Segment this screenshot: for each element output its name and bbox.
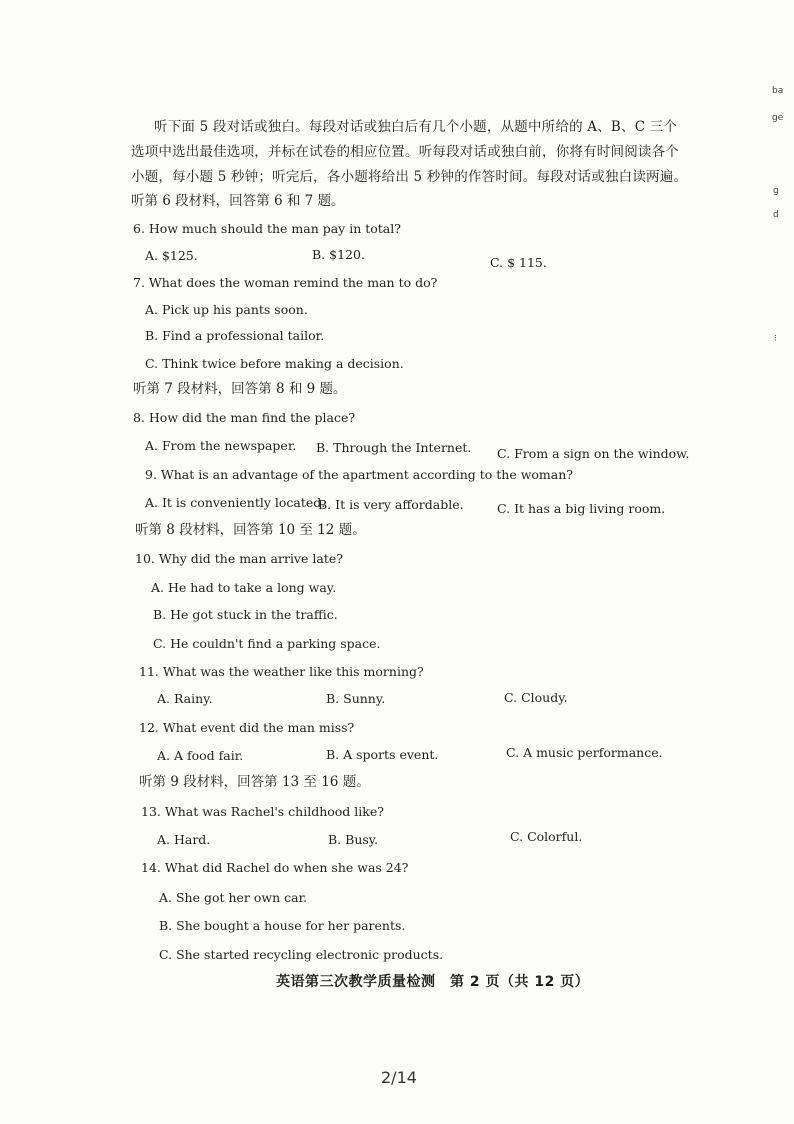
margin-mark: d: [773, 210, 779, 220]
question-8: 8. How did the man find the place?: [133, 410, 356, 425]
instruction-line: 选项中选出最佳选项，并标在试卷的相应位置。听每段对话或独白前，你将有时间阅读各个: [131, 144, 679, 160]
option-7a: A. Pick up his pants soon.: [145, 302, 308, 317]
option-6a: A. $125.: [145, 248, 198, 263]
option-14b: B. She bought a house for her parents.: [159, 918, 406, 933]
option-10b: B. He got stuck in the traffic.: [153, 607, 338, 622]
option-9c: C. It has a big living room.: [497, 501, 666, 516]
question-13: 13. What was Rachel's childhood like?: [141, 804, 384, 819]
option-13b: B. Busy.: [328, 832, 379, 847]
section-header: 听第 8 段材料，回答第 10 至 12 题。: [135, 522, 366, 538]
option-8a: A. From the newspaper.: [145, 438, 297, 453]
option-13c: C. Colorful.: [510, 829, 583, 844]
question-7: 7. What does the woman remind the man to do?: [133, 275, 438, 290]
page-footer: 英语第三次教学质量检测 第 2 页（共 12 页）: [276, 974, 590, 990]
margin-mark: ge: [772, 113, 784, 123]
question-14: 14. What did Rachel do when she was 24?: [141, 860, 409, 875]
section-header: 听第 6 段材料，回答第 6 和 7 题。: [131, 193, 345, 209]
option-10a: A. He had to take a long way.: [151, 580, 337, 595]
option-11b: B. Sunny.: [326, 691, 386, 706]
option-9b: B. It is very affordable.: [318, 497, 464, 512]
question-11: 11. What was the weather like this morning?: [139, 664, 424, 679]
page-number: 2/14: [381, 1068, 417, 1087]
question-9: 9. What is an advantage of the apartment according to the woman?: [145, 467, 573, 482]
option-8c: C. From a sign on the window.: [497, 446, 690, 461]
option-10c: C. He couldn't find a parking space.: [153, 636, 381, 651]
option-6c: C. $ 115.: [490, 255, 547, 270]
margin-mark: ⁝: [774, 334, 777, 344]
margin-mark: g: [773, 186, 779, 196]
instruction-line: 小题，每小题 5 秒钟；听完后，各小题将给出 5 秒钟的作答时间。每段对话或独白读两遍。: [131, 169, 688, 185]
instruction-line: 听下面 5 段对话或独白。每段对话或独白后有几个小题，从题中所给的 A、B、C 三个: [154, 119, 678, 135]
option-9a: A. It is conveniently located.: [145, 495, 326, 510]
option-7c: C. Think twice before making a decision.: [145, 356, 404, 371]
option-7b: B. Find a professional tailor.: [145, 328, 325, 343]
option-12a: A. A food fair.: [157, 748, 244, 763]
question-12: 12. What event did the man miss?: [139, 720, 355, 735]
option-11c: C. Cloudy.: [504, 690, 568, 705]
section-header: 听第 9 段材料，回答第 13 至 16 题。: [139, 774, 370, 790]
option-14c: C. She started recycling electronic products.: [159, 947, 444, 962]
question-10: 10. Why did the man arrive late?: [135, 551, 343, 566]
question-6: 6. How much should the man pay in total?: [133, 221, 401, 236]
option-6b: B. $120.: [312, 247, 365, 262]
margin-mark: ba: [772, 86, 784, 96]
option-12c: C. A music performance.: [506, 745, 663, 760]
section-header: 听第 7 段材料，回答第 8 和 9 题。: [133, 381, 347, 397]
option-11a: A. Rainy.: [157, 691, 213, 706]
option-8b: B. Through the Internet.: [316, 440, 472, 455]
option-14a: A. She got her own car.: [159, 890, 308, 905]
option-12b: B. A sports event.: [326, 747, 439, 762]
option-13a: A. Hard.: [157, 832, 211, 847]
